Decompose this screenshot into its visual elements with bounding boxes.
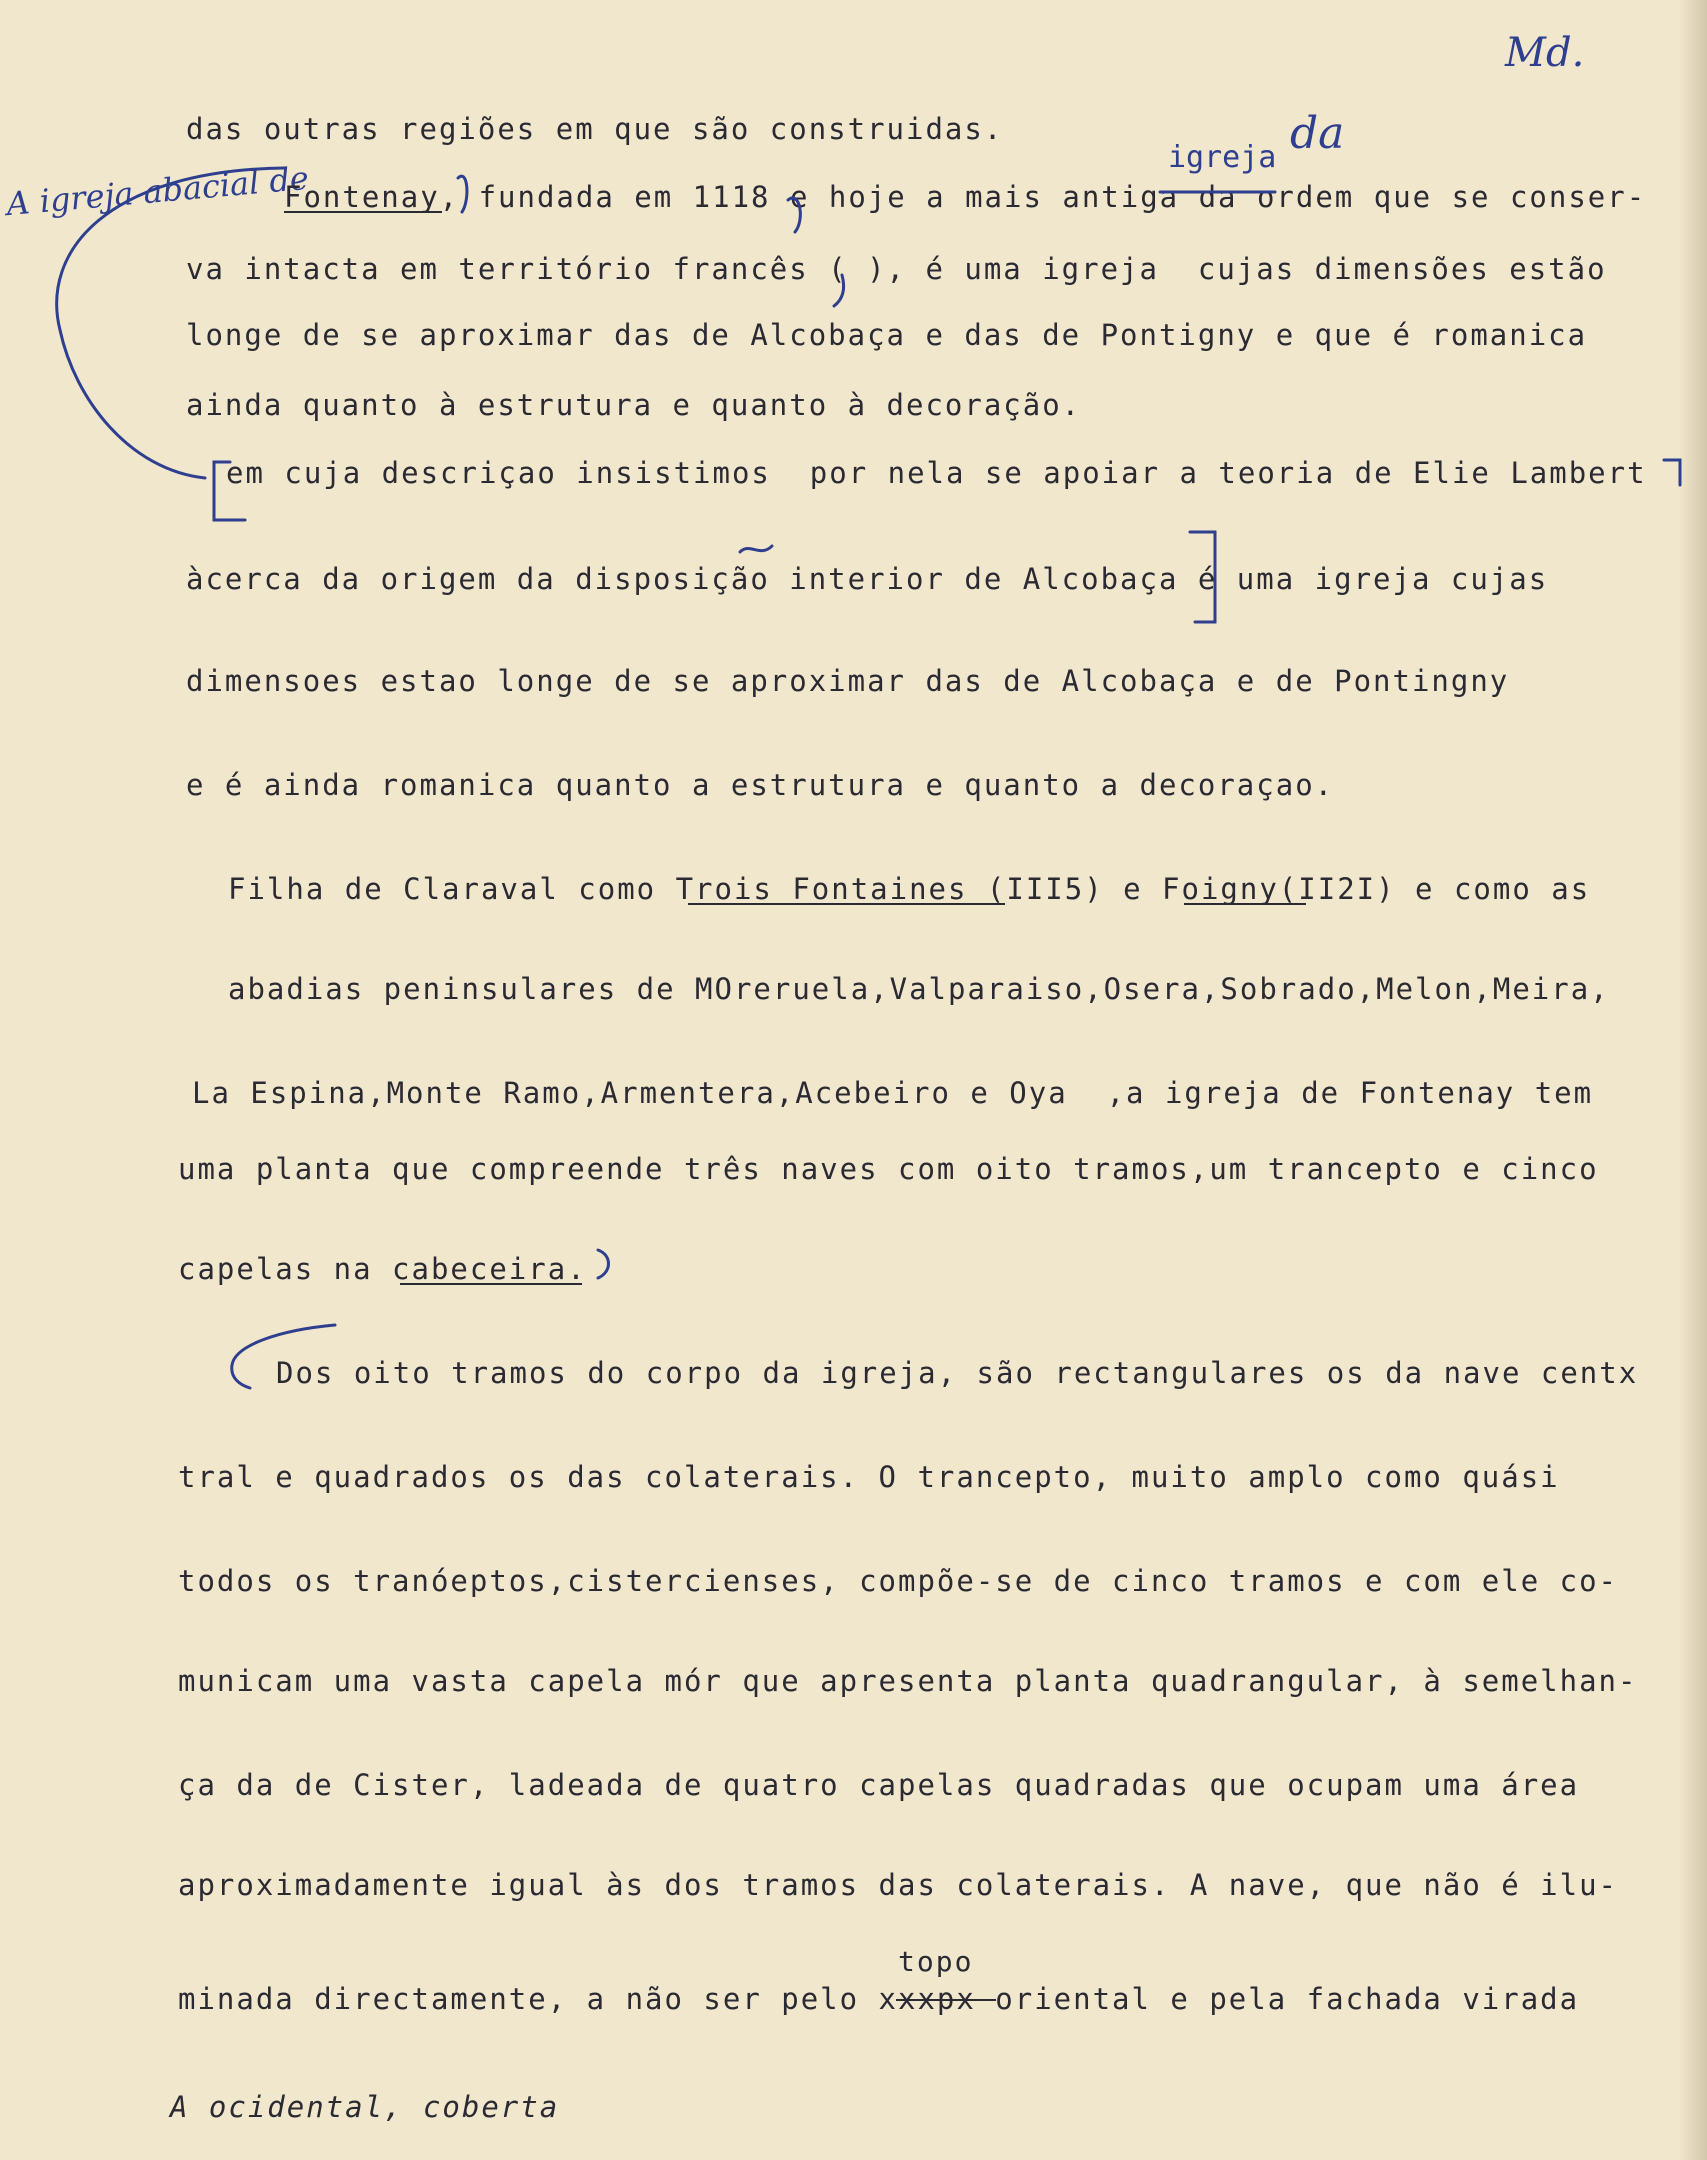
text-line-13: uma planta que compreende três naves com oito tramos,um trancepto e cinco [178, 1152, 1599, 1186]
margin-note: A igreja abacial de [4, 158, 311, 224]
text-line-21: minada directamente, a não ser pelo xxxpx oriental e pela fachada virada [178, 1982, 1580, 2016]
text-line-4: longe de se aproximar das de Alcobaça e das de Pontigny e que é romanica [186, 318, 1588, 352]
text-line-9: e é ainda romanica quanto a estrutura e quanto a decoraçao. [186, 768, 1335, 802]
cabeceira-mark [598, 1250, 609, 1278]
text-line-14: capelas na cabeceira. [178, 1252, 587, 1286]
text-line-2: Fontenay, fundada em 1118 e hoje a mais antiga da ordem que se conser- [284, 180, 1647, 214]
text-line-7: àcerca da origem da disposição interior de Alcobaça é uma igreja cujas [186, 562, 1549, 596]
text-line-16: tral e quadrados os das colaterais. O trancepto, muito amplo como quási [178, 1460, 1560, 1494]
text-line-5: ainda quanto à estrutura e quanto à decoração. [186, 388, 1082, 422]
text-line-1: das outras regiões em que são construidas. [186, 112, 1004, 146]
insert-da: da [1290, 108, 1345, 159]
bracket-close-mark [1664, 460, 1680, 485]
text-line-8: dimensoes estao longe de se aproximar das de Alcobaça e de Pontingny [186, 664, 1510, 698]
text-line-22: A ocidental, coberta [170, 2090, 560, 2124]
insert-topo: topo [898, 1945, 974, 1978]
text-line-3: va intacta em território francês ( ), é uma igreja cujas dimensões estão [186, 252, 1607, 286]
insert-igreja: igreja [1168, 140, 1277, 175]
text-line-15: Dos oito tramos do corpo da igreja, são rectangulares os da nave centx [276, 1356, 1639, 1390]
tilde-mark [740, 546, 772, 552]
corner-mark: Md. [1505, 30, 1585, 76]
text-line-18: municam uma vasta capela mór que apresenta planta quadrangular, à semelhan- [178, 1664, 1638, 1698]
text-line-17: todos os tranóeptos,cistercienses, compõe-se de cinco tramos e com ele co- [178, 1564, 1619, 1598]
text-line-19: ça da de Cister, ladeada de quatro capelas quadradas que ocupam uma área [178, 1768, 1580, 1802]
text-line-6: em cuja descriçao insistimos por nela se apoiar a teoria de Elie Lambert [226, 456, 1647, 490]
text-line-11: abadias peninsulares de MOreruela,Valparaiso,Osera,Sobrado,Melon,Meira, [228, 972, 1610, 1006]
page-edge-shadow [1679, 0, 1707, 2160]
text-line-20: aproximadamente igual às dos tramos das colaterais. A nave, que não é ilu- [178, 1868, 1619, 1902]
text-line-10: Filha de Claraval como Trois Fontaines (III5) e Foigny(II2I) e como as [228, 872, 1591, 906]
text-line-12: La Espina,Monte Ramo,Armentera,Acebeiro e Oya ,a igreja de Fontenay tem [192, 1076, 1594, 1110]
